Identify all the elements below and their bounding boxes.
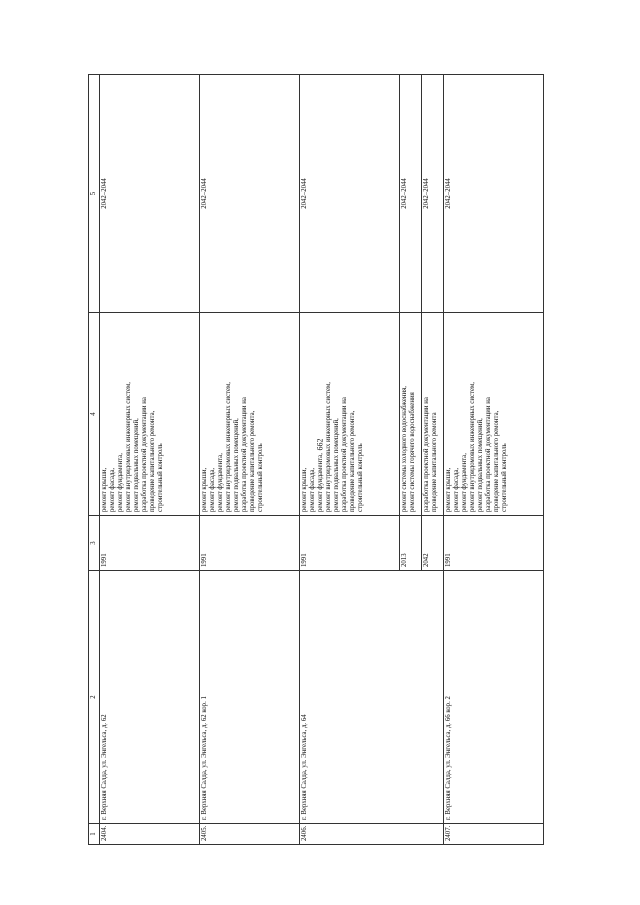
work-item: ремонт внутридомовых инженерных систем, <box>125 382 132 512</box>
address-cell: г. Верхняя Салда, ул. Энгельса, д. 64 <box>300 571 444 824</box>
address-cell: г. Верхняя Салда, ул. Энгельса, д. 66 кор. 2 <box>444 571 544 824</box>
row-number-cell: 2407. <box>444 824 544 845</box>
work-item: строительный контроль <box>357 443 364 512</box>
work-item: ремонт крыши, <box>301 467 308 512</box>
work-item: ремонт фасада, <box>109 467 116 512</box>
works-cell <box>200 313 300 516</box>
year-cell: 2042 <box>422 516 444 571</box>
period-cell: 2042–2044 <box>200 75 300 313</box>
work-item: разработка проектной документации на <box>341 397 348 512</box>
works-cell <box>444 313 544 516</box>
works-cell <box>422 313 444 516</box>
row-number-cell: 2404. <box>100 824 200 845</box>
work-item: ремонт системы горячего водоснабжения <box>409 392 416 512</box>
work-item: разработка проектной документации на <box>141 397 148 512</box>
year-cell: 1991 <box>444 516 544 571</box>
table-row <box>300 75 400 845</box>
table-body <box>100 75 544 845</box>
work-item: ремонт фундамента, <box>317 453 324 512</box>
period-cell: 2042–2044 <box>400 75 422 313</box>
address-cell: г. Верхняя Салда, ул. Энгельса, д. 62 кор. 1 <box>200 571 300 824</box>
year-cell: 1991 <box>300 516 400 571</box>
column-header: 4 <box>89 313 100 516</box>
work-item: строительный контроль <box>157 443 164 512</box>
work-item: разработка проектной документации на <box>241 397 248 512</box>
work-item: ремонт фундамента, <box>117 453 124 512</box>
column-header: 2 <box>89 571 100 824</box>
work-item: разработка проектной документации на <box>423 397 430 512</box>
work-item: ремонт фасада, <box>309 467 316 512</box>
rotated-table-container <box>88 75 554 845</box>
work-item: строительный контроль <box>501 443 508 512</box>
work-item: проведение капитального ремонта <box>431 412 438 512</box>
period-cell: 2042–2044 <box>100 75 200 313</box>
works-cell <box>100 313 200 516</box>
works-cell <box>400 313 422 516</box>
year-cell: 2013 <box>400 516 422 571</box>
page-number: 662 <box>315 438 325 451</box>
period-cell: 2042–2044 <box>422 75 444 313</box>
work-item: ремонт фасада, <box>453 467 460 512</box>
column-header: 1 <box>89 824 100 845</box>
work-item: ремонт фасада, <box>209 467 216 512</box>
column-header: 5 <box>89 75 100 313</box>
work-item: ремонт крыши, <box>101 467 108 512</box>
row-number-cell: 2406. <box>300 824 444 845</box>
work-item: ремонт подвальных помещений, <box>333 418 340 512</box>
work-item: ремонт фундамента, <box>461 453 468 512</box>
work-item: проведение капитального ремонта, <box>349 410 356 512</box>
work-item: ремонт внутридомовых инженерных систем, <box>469 382 476 512</box>
table-row <box>100 75 200 845</box>
period-cell: 2042–2044 <box>444 75 544 313</box>
work-item: ремонт фундамента, <box>217 453 224 512</box>
work-item: ремонт внутридомовых инженерных систем, <box>325 382 332 512</box>
works-cell <box>300 313 400 516</box>
work-item: разработка проектной документации на <box>485 397 492 512</box>
work-item: ремонт крыши, <box>445 467 452 512</box>
period-cell: 2042–2044 <box>300 75 400 313</box>
row-number-cell: 2405. <box>200 824 300 845</box>
column-number-row <box>89 75 100 845</box>
work-item: ремонт системы холодного водоснабжения, <box>401 386 408 512</box>
work-item: проведение капитального ремонта, <box>249 410 256 512</box>
year-cell: 1991 <box>100 516 200 571</box>
address-cell: г. Верхняя Салда, ул. Энгельса, д. 62 <box>100 571 200 824</box>
year-cell: 1991 <box>200 516 300 571</box>
work-item: проведение капитального ремонта, <box>149 410 156 512</box>
work-item: ремонт крыши, <box>201 467 208 512</box>
work-item: ремонт подвальных помещений, <box>133 418 140 512</box>
work-item: строительный контроль <box>257 443 264 512</box>
work-item: ремонт внутридомовых инженерных систем, <box>225 382 232 512</box>
column-header: 3 <box>89 516 100 571</box>
capital-repair-table <box>88 74 544 845</box>
table-row <box>200 75 300 845</box>
work-item: проведение капитального ремонта, <box>493 410 500 512</box>
work-item: ремонт подвальных помещений, <box>233 418 240 512</box>
work-item: ремонт подвальных помещений, <box>477 418 484 512</box>
table-row <box>444 75 544 845</box>
